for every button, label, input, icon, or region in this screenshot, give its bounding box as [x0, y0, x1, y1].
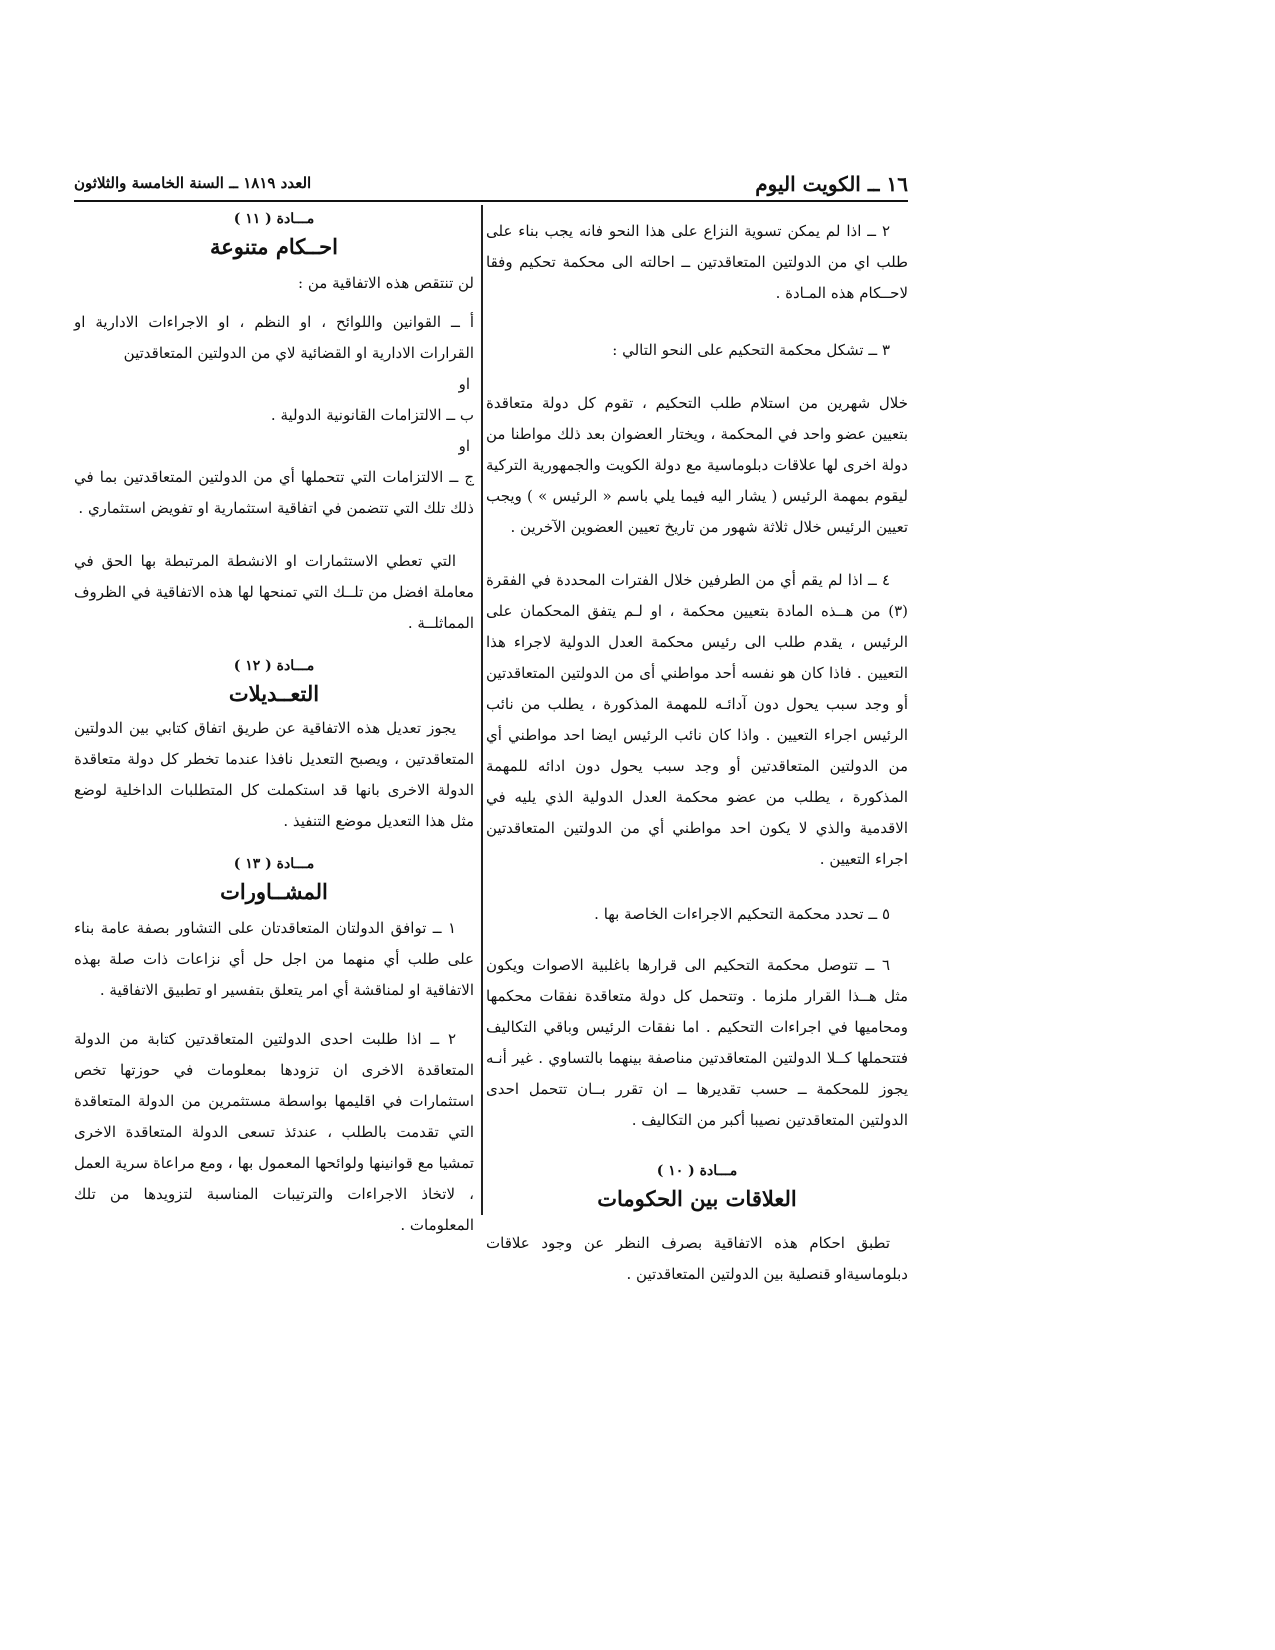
right-column [486, 216, 908, 1316]
article-11-item-a: أ ــ القوانين واللوائح ، او النظم ، او الاجراءات الادارية او القرارات الادارية او القضائية لاي من الدولتين المتعاقدتين [74, 313, 474, 362]
column-divider [481, 205, 483, 1215]
article-13-title: المشــاورات [220, 879, 328, 904]
article-9-paragraph-6: ٦ ــ تتوصل محكمة التحكيم الى قرارها باغلبية الاصوات ويكون مثل هــذا القرار ملزما . وتتحمل كل دولة متعاقدة نفقات محكمها ومحاميها في اجراءات التحكيم . اما نفقات الرئيس وباقي التكاليف فتتحملها كــلا الدولتين المتعاقدتين مناصفة بينهما بالتساوي . غير أنـه يجوز للمحكمة ــ حسب تقديرها ــ ان تقرر بــان تتحمل احدى الدولتين المتعاقدتين نصيبا أكبر من التكاليف . [486, 956, 908, 1129]
article-9-paragraph-3-body: خلال شهرين من استلام طلب التحكيم ، تقوم كل دولة متعاقدة بتعيين عضو واحد في المحكمة ، ويختار العضوان بعد ذلك مواطنا من دولة اخرى لها علاقات دبلوماسية مع دولة الكويت والجمهورية التركية ليقوم بمهمة الرئيس ( يشار اليه فيما يلي باسم « الرئيس » ) ويجب تعيين الرئيس خلال ثلاثة شهور من تاريخ تعيين العضوين الآخرين . [486, 394, 908, 536]
article-13-paragraph-1: ١ ــ توافق الدولتان المتعاقدتان على التشاور بصفة عامة بناء على طلب أي منهما من اجل حل أي نزاعات ذات صلة بهذه الاتفاقية او لمناقشة أي امر يتعلق بتفسير او تطبيق الاتفاقية . [74, 919, 474, 999]
article-9-paragraph-4: ٤ ــ اذا لم يقم أي من الطرفين خلال الفترات المحددة في الفقرة (٣) من هــذه المادة بتعيين محكمة ، او لـم يتفق المحكمان على الرئيس ، يقدم طلب الى رئيس محكمة العدل الدولية لاجراء هذا التعيين . فاذا كان هو نفسه أحد مواطني أى من الدولتين المتعاقدتين أو وجد سبب يحول دون آدائـه للمهمة المذكورة ، يطلب من نائب الرئيس اجراء التعيين . واذا كان نائب الرئيس ايضا احد مواطني أي من الدولتين المتعاقدتين أو وجد سبب يحول دون ادائه للمهمة المذكورة ، يطلب من عضو محكمة العدل الدولية الذي يليه في الاقدمية والذي لا يكون احد مواطني أي من الدولتين المتعاقدتين اجراء التعيين . [486, 571, 908, 868]
gazette-page-title: ١٦ ــ الكويت اليوم [755, 172, 908, 196]
article-10-label: مـــادة ( ١٠ ) [656, 1163, 738, 1179]
article-11-item-c: ج ــ الالتزامات التي تتحملها أي من الدولتين المتعاقدتين بما في ذلك تلك التي تتضمن في اتفاقية استثمارية او تفويض استثماري . [74, 468, 474, 517]
article-11-intro: لن تنتقص هذه الاتفاقية من : [298, 274, 474, 292]
article-13-paragraph-2: ٢ ــ اذا طلبت احدى الدولتين المتعاقدتين كتابة من الدولة المتعاقدة الاخرى ان تزودها بمعلومات في حوزتها تخص استثمارات في اقليمها بواسطة مستثمرين من الدولة المتعاقدة التي تقدمت بالطلب ، عندئذ تسعى الدولة المتعاقدة الاخرى تمشيا مع قوانينها ولوائحها المعمول بها ، ومع مراعاة سرية العمل ، لاتخاذ الاجراءات والترتيبات المناسبة لتزويدها من تلك المعلومات . [74, 1030, 474, 1234]
article-10-title: العلاقات بين الحكومات [597, 1186, 797, 1211]
article-11-label: مـــادة ( ١١ ) [233, 211, 315, 227]
article-12-title: التعــديلات [228, 681, 320, 706]
article-12-label: مـــادة ( ١٢ ) [233, 658, 315, 674]
article-9-paragraph-5: ٥ ــ تحدد محكمة التحكيم الاجراءات الخاصة بها . [594, 905, 890, 923]
article-9-paragraph-2: ٢ ــ اذا لم يمكن تسوية النزاع على هذا النحو فانه يجب بناء على طلب اي من الدولتين المتعاقدتين ــ احالته الى محكمة تحكيم وفقا لاحــكام هذه المـادة . [486, 222, 908, 302]
or-connector: او [458, 437, 470, 455]
article-11-title: احــكام متنوعة [210, 234, 338, 259]
article-11-closing: التي تعطي الاستثمارات او الانشطة المرتبطة بها الحق في معاملة افضل من تلــك التي تمنحها لها هذه الاتفاقية في الظروف المماثلــة . [74, 552, 474, 632]
article-9-paragraph-3-lead: ٣ ــ تشكل محكمة التحكيم على النحو التالي : [612, 341, 890, 359]
article-12-body: يجوز تعديل هذه الاتفاقية عن طريق اتفاق كتابي بين الدولتين المتعاقدتين ، ويصبح التعديل نافذا عندما تخطر كل دولة متعاقدة الدولة الاخرى بانها قد استكملت كل المتطلبات الداخلية لوضع مثل هذا التعديل موضع التنفيذ . [74, 719, 474, 830]
article-13-label: مـــادة ( ١٣ ) [233, 856, 315, 872]
article-11-item-b: ب ــ الالتزامات القانونية الدولية . [270, 406, 474, 424]
article-10-body: تطبق احكام هذه الاتفاقية بصرف النظر عن وجود علاقات دبلوماسيةاو قنصلية بين الدولتين المتعاقدتين . [486, 1234, 908, 1283]
page-header [74, 172, 908, 202]
issue-info: العدد ١٨١٩ ــ السنة الخامسة والثلاثون [74, 174, 312, 192]
left-column [74, 208, 474, 1267]
or-connector: او [458, 375, 470, 393]
